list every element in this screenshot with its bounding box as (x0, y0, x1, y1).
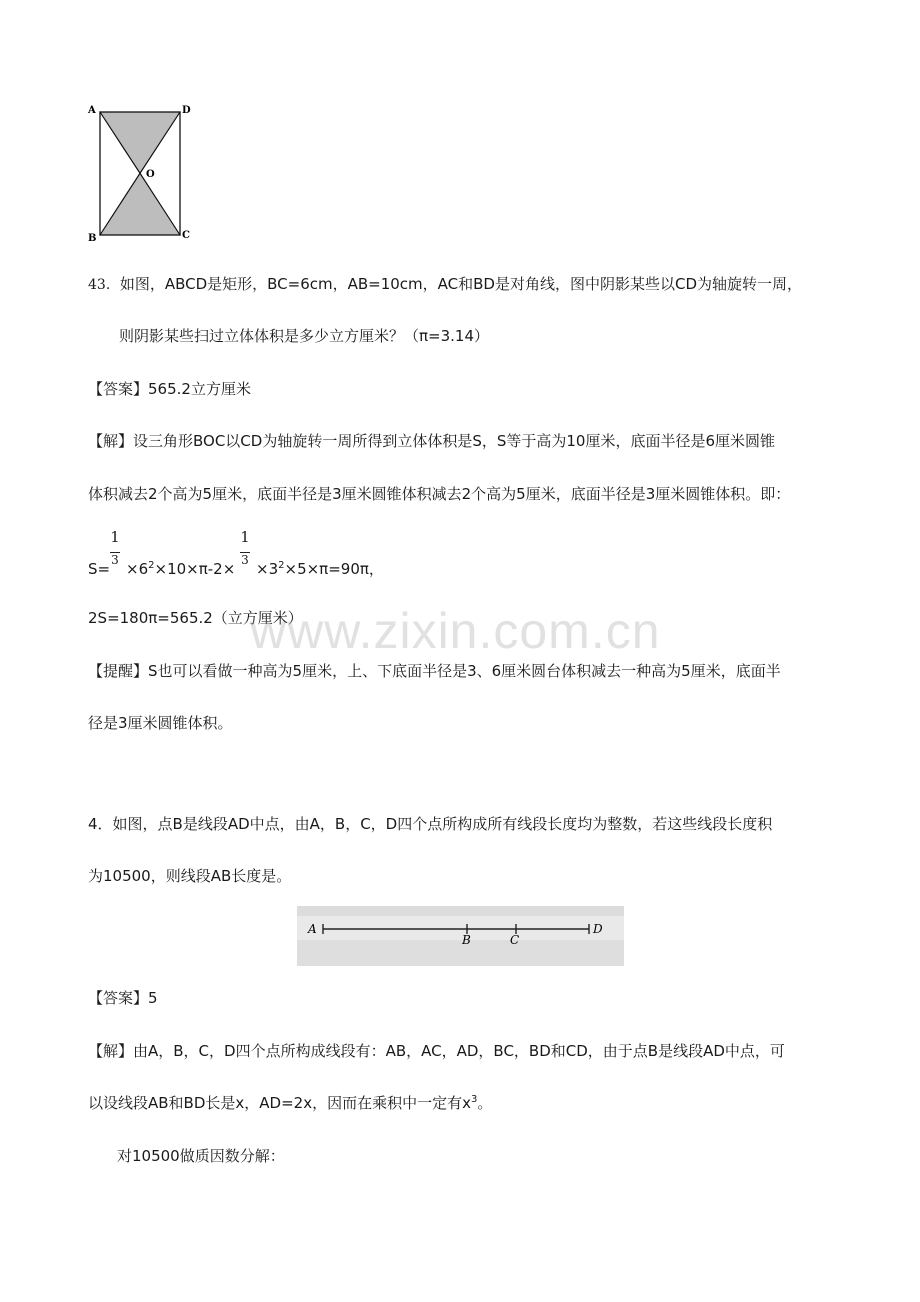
q4-line2: 为10500，则线段AB长度是。 (88, 867, 292, 885)
q4-solution-line2 (88, 1092, 492, 1114)
formula-exp2: 2 (278, 560, 285, 571)
segment-figure-noise-top (297, 906, 624, 916)
formula-part3 (256, 558, 384, 580)
q43-tip-line2: 径是3厘米圆锥体积。 (88, 714, 233, 732)
label-d: D (182, 105, 191, 116)
formula-part1-text: ×6 (126, 560, 149, 578)
fraction2-denominator: 3 (241, 553, 249, 567)
seg-label-b: B (462, 933, 471, 947)
label-a: A (88, 105, 96, 116)
q43-solution-line1: 【解】设三角形BOC以CD为轴旋转一周所得到立体体积是S，S等于高为10厘米，底面半径是6厘米圆锥 (88, 432, 776, 450)
segment-figure-noise-bottom (297, 940, 624, 966)
q4-solution-line1: 【解】由A，B，C，D四个点所构成线段有：AB，AC，AD，BC，BD和CD，由于点B是线段AD中点，可 (88, 1042, 785, 1060)
shaded-triangle-bottom (100, 173, 180, 235)
formula-part2-text: ×10×π-2× (154, 560, 236, 578)
rectangle-figure (86, 100, 196, 245)
shaded-triangle-top (100, 112, 180, 173)
q4-solution-line3: 对10500做质因数分解： (117, 1147, 285, 1165)
q4-line1: 4．如图，点B是线段AD中点，由A，B，C，D四个点所构成所有线段长度均为整数，若这些线段长度积 (88, 815, 773, 833)
fraction2-numerator: 1 (240, 528, 250, 546)
label-o: O (146, 169, 155, 180)
q4-answer: 【答案】5 (88, 989, 158, 1007)
q43-number: 43. (88, 277, 111, 293)
q4-exp: 3 (470, 1094, 478, 1105)
q43-answer: 【答案】565.2立方厘米 (88, 380, 251, 398)
fraction1-denominator: 3 (111, 553, 119, 567)
label-c: C (182, 230, 190, 241)
formula-s: S= (88, 560, 111, 578)
seg-label-c: C (510, 933, 520, 947)
label-b: B (88, 233, 97, 244)
seg-label-d: D (593, 922, 603, 936)
formula-exp1: 2 (148, 560, 155, 571)
q43-line2: 则阴影某些扫过立体体积是多少立方厘米？（π=3.14） (119, 327, 489, 345)
q43-line1 (88, 273, 802, 296)
q4-solution-line2-end: 。 (477, 1094, 493, 1112)
q4-solution-line2-text: 以设线段AB和BD长是x，AD=2x，因而在乘积中一定有x (88, 1094, 471, 1112)
q43-result: 2S=180π=565.2（立方厘米） (88, 609, 303, 627)
watermark: www.zixin.com.cn (250, 603, 661, 659)
formula-part3-text: ×3 (256, 560, 279, 578)
formula-part1 (126, 558, 235, 580)
segment-figure (297, 906, 624, 966)
q43-tip-line1: 【提醒】S也可以看做一种高为5厘米，上、下底面半径是3、6厘米圆台体积减去一种高为5厘米，底面半 (88, 662, 781, 680)
q43-text1: 如图，ABCD是矩形，BC=6cm，AB=10cm，AC和BD是对角线，图中阴影某些以CD为轴旋转一周， (119, 275, 803, 293)
formula-part4-text: ×5×π=90π， (284, 560, 384, 578)
seg-label-a: A (308, 922, 317, 936)
fraction1-numerator: 1 (110, 528, 120, 546)
q43-solution-line2: 体积减去2个高为5厘米，底面半径是3厘米圆锥体积减去2个高为5厘米，底面半径是3厘米圆锥体积。即： (88, 485, 791, 503)
